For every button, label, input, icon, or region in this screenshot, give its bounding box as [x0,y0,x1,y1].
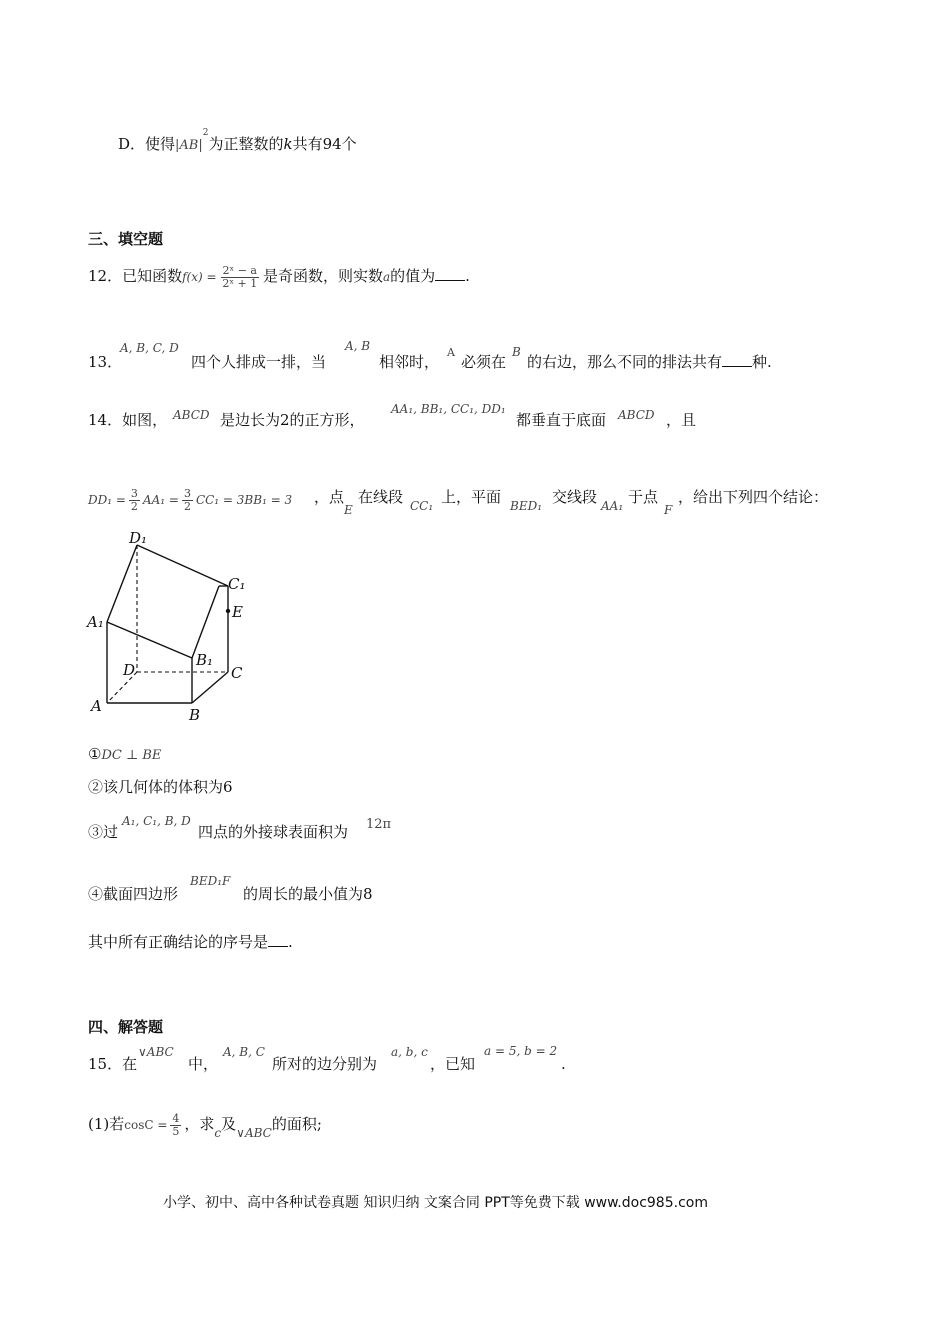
q15a-fraction [170,1113,181,1138]
q12-period: . [465,267,470,285]
q13-text-5: 种. [752,353,772,371]
q12-prefix: 12．已知函数 [88,267,183,285]
q15-angles [223,1041,265,1062]
q14-square: ABCD [173,408,210,422]
k-variable: k [283,135,293,153]
q14-text-3: ，且 [666,411,697,429]
q12-text: 是奇函数，则实数 [262,267,383,285]
option-d-label: D．使得 [118,135,176,153]
q14b-text-2: 在线段 [358,488,404,506]
q15a-text-2: ，求 [184,1115,215,1133]
label-e: E [232,603,243,621]
question-13 [88,352,122,372]
q14b-text-1: ，点 [314,488,345,506]
q15-given [484,1040,557,1061]
c1-expression: DC ⊥ BE [101,748,162,763]
q15-triangle [138,1041,174,1062]
label-d1: D₁ [129,529,148,547]
q14-answer-blank[interactable] [268,932,288,947]
a-variable: a [383,270,391,284]
q14-abcd [173,404,210,425]
q14b-f [664,499,672,520]
c4-quad: BED₁F [190,874,231,888]
conclusion-4-prefix: ④截面四边形 [88,885,179,903]
q15a-c: c [214,1126,222,1140]
conclusion-3-points [122,810,191,831]
dd1-expr: DD₁ = [88,493,126,507]
q13-a-label [447,341,455,363]
conclusion-3-prefix: ③过 [88,823,119,841]
q12-function-name: f(x) = [182,270,217,284]
q12-denominator: 2ˣ + 1 [222,276,258,290]
q15-sides [391,1041,428,1062]
q13-a: A [447,346,455,359]
conclusion-1 [88,744,161,766]
q15a-cos: cosC = [124,1118,168,1132]
option-d-text: 为正整数的 [208,135,284,153]
q14b-text-4: 交线段 [552,488,598,506]
question-14 [88,410,167,430]
q14-text-1: 是边长为2的正方形， [220,411,365,429]
section-3-heading: 三、填空题 [88,230,164,248]
q15a-prefix: (1)若 [88,1115,125,1133]
q13-b: B [512,345,521,359]
q15a-text-3: 及 [221,1115,237,1133]
label-b: B [189,706,201,724]
page-footer: 小学、初中、高中各种试卷真题 知识归纳 文案合同 PPT等免费下载 www.doc985.com [163,1195,708,1211]
point-e-dot [226,609,230,613]
point-e: E [344,503,353,517]
frac-3-2-b [182,488,193,513]
question-15: 15．在 [88,1055,138,1073]
ab-exponent: 2 [202,128,209,138]
label-b1: B₁ [196,651,214,669]
c1-mark: ① [88,745,102,763]
point-f: F [664,503,673,517]
conclusion-2: ②该几何体的体积为6 [88,778,233,796]
geometry-figure [85,525,255,725]
q15-text-3: ，已知 [430,1055,476,1073]
label-c1: C₁ [228,575,246,593]
q13-text-2: 相邻时， [379,353,440,371]
segment-cc1: CC₁ [410,499,434,513]
conc-text: 其中所有正确结论的序号是 [88,933,269,951]
q15-text-1: 中， [188,1055,219,1073]
frac-a-den: 2 [130,499,138,513]
c3-value: 12π [366,817,392,832]
q13-prefix: 13． [88,353,123,371]
label-c: C [231,664,243,682]
label-d: D [123,661,136,679]
q15a-text-4: 的面积; [271,1115,322,1133]
q14-prefix: 14．如图， [88,411,168,429]
q12-answer-blank[interactable] [435,266,465,281]
q13-text-4 [527,352,772,372]
q14-edges [391,398,506,419]
ab-expression: |AB| [175,138,203,153]
conclusion-3-value [366,813,391,835]
frac-3-2-a [129,488,140,513]
q15a-num: 4 [172,1111,180,1125]
segment-aa1: AA₁ [601,499,624,513]
q12-text-end: 的值为 [390,267,436,285]
q13-ab: A, B [345,339,371,353]
q14b-bed1 [510,495,542,516]
q13-people: A, B, C, D [120,341,179,355]
q14-conclusion-line [88,932,293,952]
q15a-tri: ∨ABC [236,1126,272,1140]
q13-ab-label [345,335,370,356]
q13-answer-blank[interactable] [722,352,752,367]
conclusion-4-quad [190,870,230,891]
q13-text-3: 必须在 [461,353,507,371]
q14-base: ABCD [618,408,655,422]
aa1-expr: AA₁ = [142,493,179,507]
q14b-text-3: 上，平面 [441,488,502,506]
q15-period: . [561,1055,566,1073]
q12-numerator: 2ˣ − a [222,263,257,277]
plane-bed1: BED₁ [510,499,543,513]
label-a: A [91,697,102,715]
q14-text-2: 都垂直于底面 [516,411,607,429]
q14b-aa1 [601,495,623,516]
option-d [118,128,357,156]
frac-b-den: 2 [183,499,191,513]
q15a-den: 5 [172,1124,180,1138]
question-12 [88,256,470,296]
conclusion-3-text: 四点的外接球表面积为 [198,823,349,841]
q13-b-label [512,341,521,362]
q13-text-4-inner: 的右边，那么不同的排法共有 [527,353,723,371]
q14-edge-list: AA₁, BB₁, CC₁, DD₁ [391,402,506,416]
q14-condition [88,476,292,522]
q15-abc: A, B, C [223,1045,265,1059]
q14b-text-6: ，给出下列四个结论： [678,488,829,506]
frac-a-num: 3 [130,486,138,500]
q14b-e [344,499,353,520]
q15-abc-sides: a, b, c [391,1045,428,1059]
q14b-cc1 [410,495,433,516]
q12-fraction [221,265,259,290]
q14b-text-5: 于点 [628,488,659,506]
q14-abcd-2 [618,404,655,425]
q15-tri: ∨ABC [138,1045,174,1059]
c3-points: A₁, C₁, B, D [122,814,191,828]
cc1-expr: CC₁ = 3BB₁ = 3 [195,493,293,507]
label-a1: A₁ [87,613,104,631]
q13-abcd-label [120,337,179,358]
q13-text-1: 四个人排成一排，当 [191,353,327,371]
frac-b-num: 3 [183,486,191,500]
q15-part-1 [88,1104,322,1144]
conc-period: . [288,933,293,951]
option-d-text-end: 共有94个 [292,135,357,153]
q15-given-values: a = 5, b = 2 [484,1044,558,1058]
q15-text-2: 所对的边分别为 [272,1055,378,1073]
conclusion-4-text: 的周长的最小值为8 [243,885,373,903]
section-4-heading: 四、解答题 [88,1018,164,1036]
